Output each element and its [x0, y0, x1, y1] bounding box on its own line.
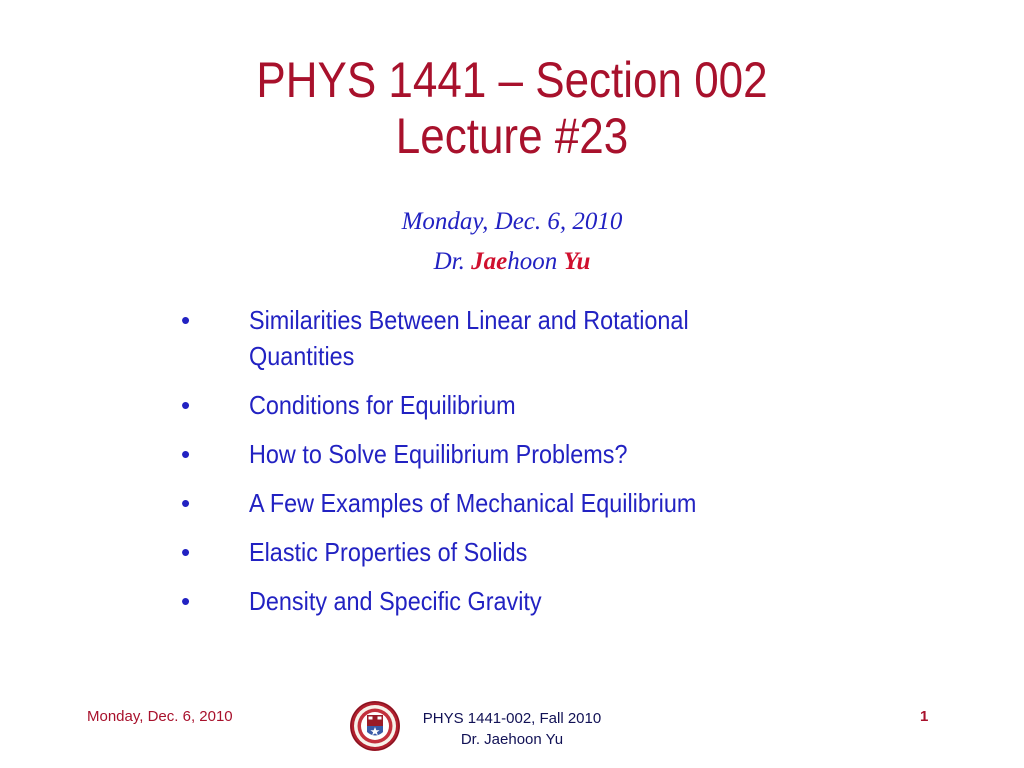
page-number: 1: [920, 708, 929, 725]
topic-text: Elastic Properties of Solids: [249, 537, 528, 567]
topic-item: [181, 583, 821, 619]
bullet-icon: •: [181, 488, 191, 518]
footer-instructor: Dr. Jaehoon Yu: [460, 731, 564, 748]
bullet-icon: •: [181, 586, 191, 616]
topic-item: [181, 534, 821, 570]
topic-item: [181, 485, 821, 521]
topic-text: How to Solve Equilibrium Problems?: [249, 439, 628, 469]
author-name: [0, 247, 1024, 277]
bullet-icon: •: [181, 439, 191, 469]
topic-item: [181, 436, 821, 472]
bullet-icon: •: [181, 537, 191, 567]
topic-text: Density and Specific Gravity: [249, 586, 542, 616]
title-line-1: PHYS 1441 – Section 002: [256, 52, 768, 108]
topic-item: [181, 302, 821, 374]
lecture-date: Monday, Dec. 6, 2010: [401, 208, 623, 235]
footer-date: Monday, Dec. 6, 2010: [87, 708, 233, 725]
footer-course: PHYS 1441-002, Fall 2010: [422, 710, 602, 727]
footer-course-info: [392, 708, 632, 750]
bullet-icon: •: [181, 305, 191, 335]
title-line-2: Lecture #23: [395, 108, 629, 164]
topic-text: Similarities Between Linear and Rotational Quantities: [249, 305, 689, 371]
author-first-rest: hoon: [507, 248, 564, 275]
author-first-highlight: Jae: [471, 248, 508, 275]
topic-text: Conditions for Equilibrium: [249, 390, 516, 420]
topic-list: [181, 302, 821, 632]
author-prefix: Dr.: [433, 248, 472, 275]
author-last-name: Yu: [563, 248, 591, 275]
topic-item: [181, 387, 821, 423]
topic-text: A Few Examples of Mechanical Equilibrium: [249, 488, 697, 518]
slide-title: [61, 52, 962, 164]
bullet-icon: •: [181, 390, 191, 420]
